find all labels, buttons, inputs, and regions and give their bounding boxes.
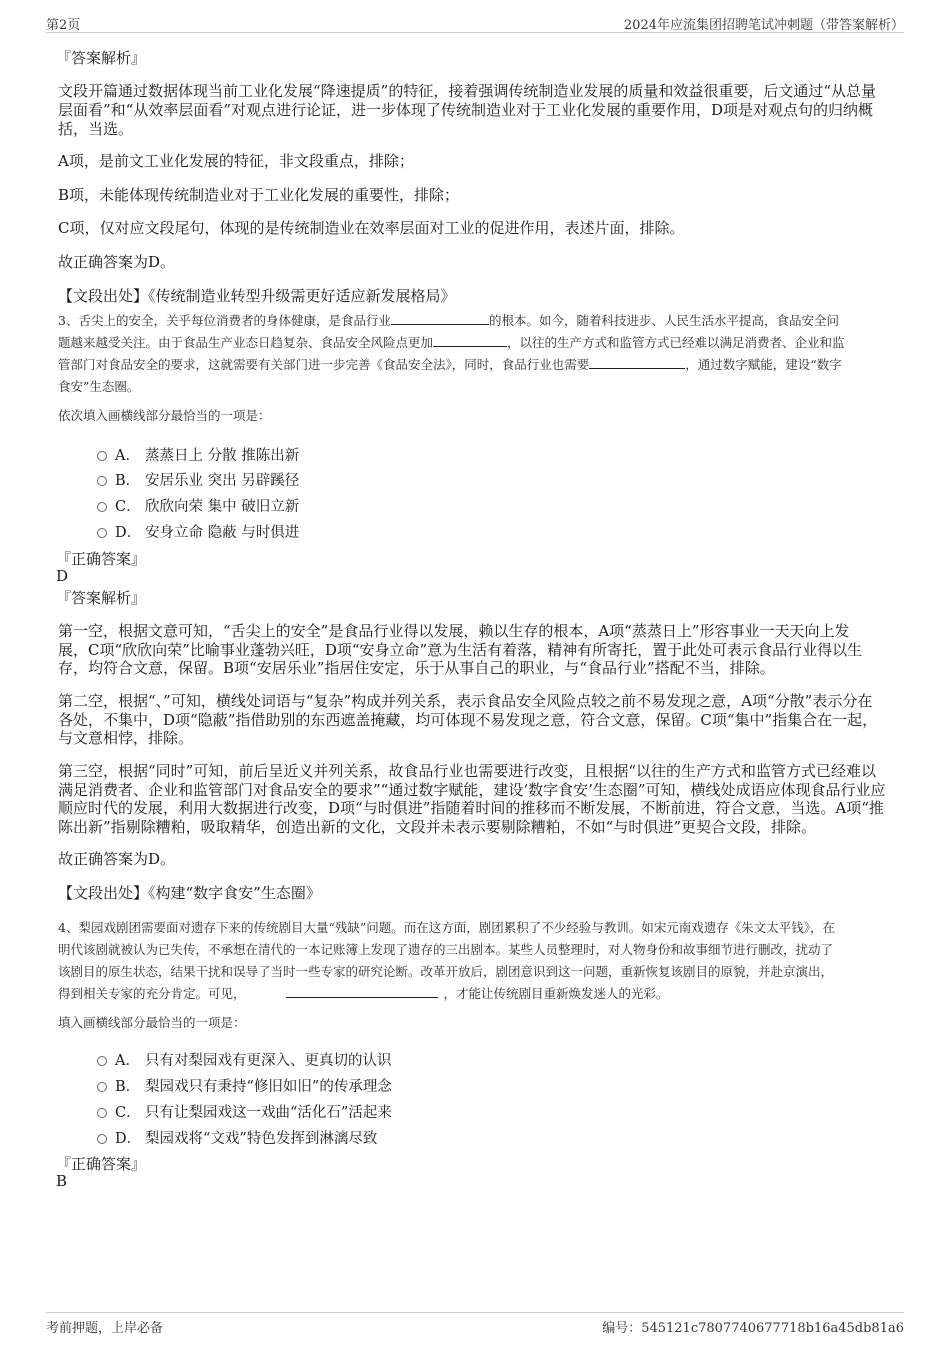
analysis-text: 第二空，根据“、”可知，横线处词语与“复杂”构成并列关系，表示食品安全风险点较之前不易发现之意，A项“分散”表示分在 <box>58 692 873 710</box>
radio-icon[interactable] <box>97 1082 107 1092</box>
radio-icon[interactable] <box>97 1134 107 1144</box>
analysis-label: 『答案解析』 <box>56 589 147 607</box>
option-c[interactable]: C． 欣欣向荣 集中 破旧立新 <box>97 495 299 516</box>
page-header <box>46 14 904 33</box>
analysis-text: 各处，不集中，D项“隐蔽”指借助别的东西遮盖掩藏，均可体现不易发现之意，符合文意，保留。C项“集中”指集合在一起， <box>58 711 878 729</box>
question-3-stem: 题越来越受关注。由于食品生产业态日趋复杂、食品安全风险点更加 ，以往的生产方式和监管方式已经难以满足消费者、企业和监 <box>58 335 845 350</box>
question-4-stem: 得到相关专家的充分肯定。可见， ，才能让传统剧目重新焕发迷人的光彩。 <box>58 986 669 1001</box>
fill-blank <box>391 312 489 325</box>
analysis-text: 与文意相悖，排除。 <box>58 729 194 747</box>
radio-icon[interactable] <box>97 1056 107 1066</box>
radio-icon[interactable] <box>97 476 107 486</box>
option-a[interactable]: A． 蒸蒸日上 分散 推陈出新 <box>97 444 299 465</box>
question-3-stem: 食安”生态圈。 <box>58 379 140 394</box>
radio-icon[interactable] <box>97 502 107 512</box>
question-3-stem: 管部门对食品安全的要求，这就需要有关部门进一步完善《食品安全法》，同时，食品行业也需要 ，通过数字赋能，建设“数字 <box>58 357 842 372</box>
question-4-stem: 该剧目的原生状态，结果干扰和误导了当时一些专家的研究论断。改革开放后，剧团意识到这一问题，重新恢复该剧目的原貌，并赴京演出， <box>58 964 834 979</box>
fill-blank <box>433 334 507 347</box>
passage-source: 【文段出处】《构建“数字食安”生态圈》 <box>58 884 321 902</box>
document-title: 2024年应流集团招聘笔试冲刺题（带答案解析） <box>623 18 904 33</box>
page-number: 第2页 <box>46 18 81 33</box>
correct-answer: B <box>56 1172 68 1190</box>
analysis-text: 存，均符合文意，保留。B项“安居乐业”指居住安定，乐于从事自己的职业，与“食品行业”搭配不当，排除。 <box>58 659 775 677</box>
analysis-text: 第一空，根据文意可知，“舌尖上的安全”是食品行业得以发展，赖以生存的根本，A项“蒸蒸日上”形容事业一天天向上发 <box>58 622 850 640</box>
analysis-option-c: C项，仅对应文段尾句，体现的是传统制造业在效率层面对工业的促进作用，表述片面，排除。 <box>58 219 685 237</box>
footer-slogan: 考前押题，上岸必备 <box>46 1321 164 1336</box>
analysis-text: 展，C项“欣欣向荣”比喻事业蓬勃兴旺，D项“安身立命”意为生活有着落，精神有所寄托，置于此处可表示食品行业得以生 <box>58 641 863 659</box>
option-b[interactable]: B． 安居乐业 突出 另辟蹊径 <box>97 469 299 490</box>
radio-icon[interactable] <box>97 528 107 538</box>
analysis-text: 文段开篇通过数据体现当前工业化发展“降速提质”的特征，接着强调传统制造业发展的质量和效益很重要，后文通过“从总量 <box>58 82 877 100</box>
radio-icon[interactable] <box>97 451 107 461</box>
analysis-conclusion: 故正确答案为D。 <box>58 253 176 271</box>
analysis-text: 括，当选。 <box>58 120 134 138</box>
option-a[interactable]: A． 只有对梨园戏有更深入、更真切的认识 <box>97 1049 392 1070</box>
question-4-prompt: 填入画横线部分最恰当的一项是： <box>58 1015 246 1030</box>
option-c[interactable]: C． 只有让梨园戏这一戏曲“活化石”活起来 <box>97 1101 392 1122</box>
question-3-prompt: 依次填入画横线部分最恰当的一项是： <box>58 408 271 423</box>
correct-answer: D <box>56 567 69 585</box>
analysis-text: 顺应时代的发展，利用大数据进行改变，D项“与时俱进”指随着时间的推移而不断发展，不断前进，符合文意，当选。A项“推 <box>58 799 884 817</box>
correct-answer-label: 『正确答案』 <box>56 550 147 568</box>
analysis-text: 满足消费者、企业和监管部门对食品安全的要求”“通过数字赋能，建设‘数字食安’生态圈”可知，横线处成语应体现食品行业应 <box>58 781 886 799</box>
analysis-text: 陈出新”指剔除糟粕，吸取精华，创造出新的文化，文段并未表示要剔除糟粕，不如“与时俱进”更契合文段，排除。 <box>58 818 817 836</box>
correct-answer-label: 『正确答案』 <box>56 1155 147 1173</box>
page-footer <box>46 1312 904 1338</box>
analysis-label: 『答案解析』 <box>56 49 147 67</box>
option-b[interactable]: B． 梨园戏只有秉持“修旧如旧”的传承理念 <box>97 1075 392 1096</box>
question-3-stem: 3、舌尖上的安全，关乎每位消费者的身体健康，是食品行业 的根本。如今，随着科技进步、人民生活水平提高，食品安全问 <box>58 313 839 328</box>
analysis-option-b: B项，未能体现传统制造业对于工业化发展的重要性，排除； <box>58 186 460 204</box>
option-d[interactable]: D． 安身立命 隐蔽 与时俱进 <box>97 521 299 542</box>
radio-icon[interactable] <box>97 1108 107 1118</box>
fill-blank <box>286 985 438 998</box>
document-id: 编号：545121c7807740677718b16a45db81a6 <box>602 1321 904 1336</box>
analysis-text: 第三空，根据“同时”可知，前后呈近义并列关系，故食品行业也需要进行改变，且根据“以往的生产方式和监管方式已经难以 <box>58 762 877 780</box>
analysis-text: 层面看”和“从效率层面看”对观点进行论证，进一步体现了传统制造业对于工业化发展的重要作用，D项是对观点句的归纳概 <box>58 101 874 119</box>
analysis-conclusion: 故正确答案为D。 <box>58 850 176 868</box>
question-4-stem: 4、梨园戏剧团需要面对遗存下来的传统剧目大量“残缺”问题。而在这方面，剧团累积了不少经验与教训。如宋元南戏遗存《朱文太平钱》，在 <box>58 920 835 935</box>
analysis-option-a: A项，是前文工业化发展的特征，非文段重点，排除； <box>58 152 414 170</box>
question-4-stem: 明代该剧就被认为已失传，不承想在清代的一本记账簿上发现了遗存的三出剧本。某些人员整理时，对人物身份和故事细节进行删改，扰动了 <box>58 942 834 957</box>
fill-blank <box>589 356 685 369</box>
option-d[interactable]: D． 梨园戏将“文戏”特色发挥到淋漓尽致 <box>97 1127 377 1148</box>
passage-source: 【文段出处】《传统制造业转型升级需更好适应新发展格局》 <box>58 287 456 305</box>
